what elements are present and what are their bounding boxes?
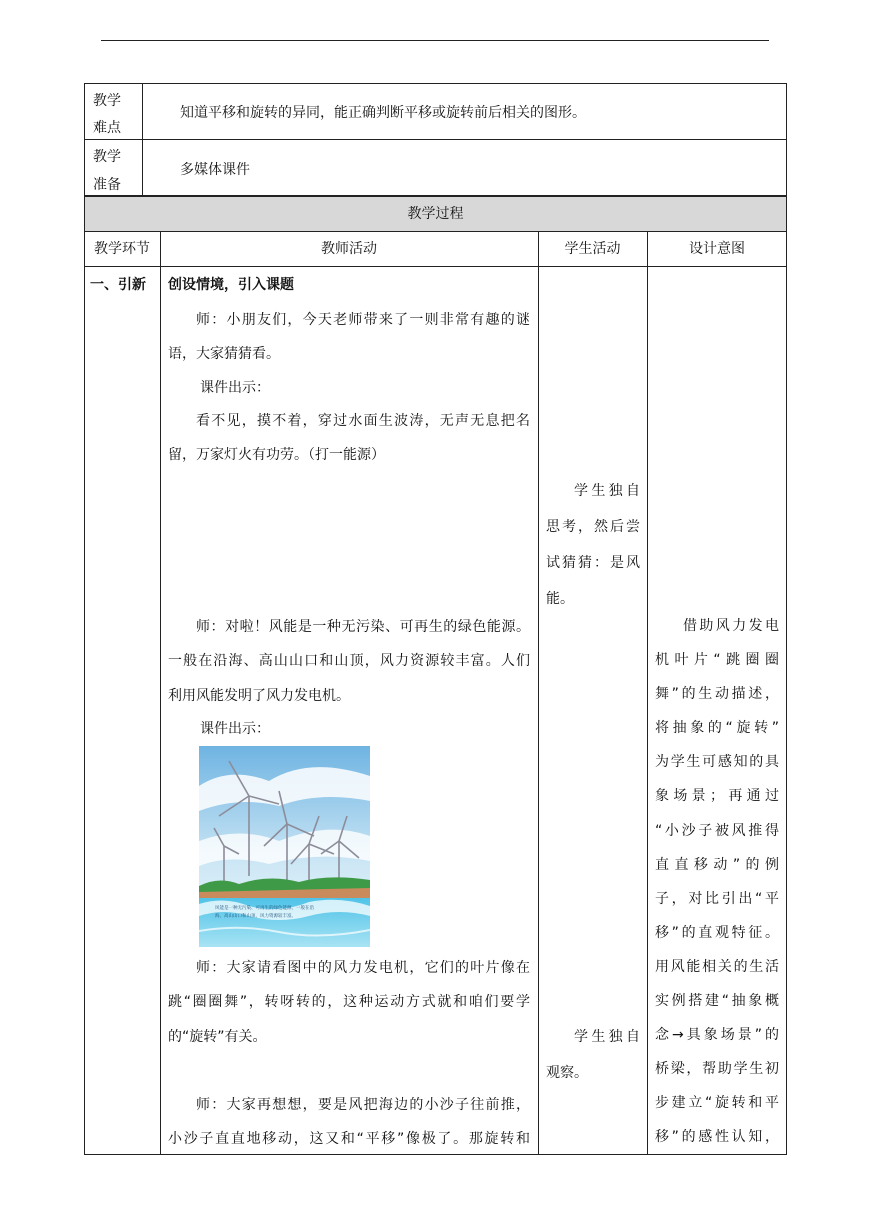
intent-line-9: 子，对比引出“平 — [655, 890, 779, 907]
teacher-p6-line-2: 跳“圈圈舞”，转呀转的，这种运动方式就和咱们要学 — [168, 994, 530, 1011]
teacher-p3-line-1: 看不见，摸不着，穿过水面生波涛，无声无息把名 — [196, 413, 530, 429]
teacher-p1-line-1: 师：小朋友们，今天老师带来了一则非常有趣的谜 — [196, 312, 530, 328]
teacher-p6-line-1: 师：大家请看图中的风力发电机，它们的叶片像在 — [196, 960, 530, 976]
student-a1-line-3: 试猜猜：是风 — [546, 555, 640, 571]
intent-line-16: 移”的感性认知， — [655, 1129, 779, 1146]
intent-line-8: 直直移动”的例 — [655, 856, 779, 873]
teacher-p7-line-2: 小沙子直直地移动，这又和“平移”像极了。那旋转和 — [168, 1131, 530, 1148]
teacher-courseware-2: 课件出示： — [200, 721, 270, 737]
row-label-preparation-2: 准备 — [93, 177, 121, 193]
intent-line-14: 桥梁，帮助学生初 — [655, 1061, 779, 1078]
student-a2-line-2: 观察。 — [546, 1065, 588, 1081]
teacher-paragraph-1 — [168, 303, 530, 372]
intent-line-4: 将抽象的“旋转” — [655, 720, 779, 737]
column-header-stage: 教学环节 — [94, 241, 150, 257]
intent-line-13: 念→具象场景”的 — [655, 1027, 779, 1044]
header-row-divider — [84, 266, 787, 267]
row-label-difficulty-1: 教学 — [93, 93, 121, 109]
intent-line-3: 舞”的生动描述， — [655, 686, 779, 703]
student-a1-line-2: 思考，然后尝 — [546, 519, 640, 535]
teacher-p4-line-3: 利用风能发明了风力发电机。 — [168, 687, 350, 704]
teacher-p4-line-2: 一般在沿海、高山山口和山顶，风力资源较丰富。人们 — [168, 653, 530, 670]
student-activity-1 — [546, 473, 640, 617]
col-divider-2 — [538, 231, 539, 1155]
difficulty-content: 知道平移和旋转的异同，能正确判断平移或旋转前后相关的图形。 — [180, 105, 586, 121]
col-divider-1 — [160, 231, 161, 1155]
wind-turbine-illustration — [199, 746, 370, 947]
teacher-courseware-1: 课件出示： — [200, 380, 270, 396]
teacher-paragraph-translation — [168, 1088, 530, 1157]
row-label-preparation-1: 教学 — [93, 149, 121, 165]
intent-line-15: 步建立“旋转和平 — [655, 1095, 779, 1112]
column-header-intent: 设计意图 — [689, 241, 745, 257]
teacher-paragraph-wind-energy — [168, 610, 530, 713]
student-a1-line-4: 能。 — [546, 591, 574, 607]
student-activity-2 — [546, 1019, 640, 1091]
stage-label: 一、引新 — [90, 277, 146, 293]
teacher-p3-line-2: 留，万家灯火有功劳。（打一能源） — [168, 447, 385, 464]
column-header-student: 学生活动 — [564, 241, 621, 257]
top-table-row-divider — [84, 139, 787, 140]
student-a2-line-1: 学生独自 — [574, 1029, 640, 1045]
teacher-heading: 创设情境，引入课题 — [168, 277, 294, 293]
intent-line-1: 借助风力发电 — [683, 618, 779, 634]
teacher-paragraph-riddle — [168, 404, 530, 473]
intent-line-5: 为学生可感知的具 — [655, 754, 779, 771]
section-title-divider — [84, 231, 787, 232]
row-label-difficulty-2: 难点 — [93, 120, 121, 136]
intent-line-7: “小沙子被风推得 — [655, 822, 779, 839]
image-caption-line-1: 风能是一种无污染、可再生的绿色能源，一般在沿 — [215, 906, 314, 911]
section-title: 教学过程 — [407, 206, 464, 222]
teacher-p6-line-3: 的“旋转”有关。 — [168, 1028, 267, 1045]
teacher-paragraph-rotation — [168, 951, 530, 1054]
intent-line-10: 移”的直观特征。 — [655, 924, 779, 941]
preparation-content: 多媒体课件 — [180, 162, 250, 178]
image-caption-line-2: 海、高山山口和山顶，风力资源较丰富。 — [215, 914, 296, 919]
teacher-p1-line-2: 语，大家猜猜看。 — [168, 346, 280, 363]
teacher-p7-line-1: 师：大家再想想，要是风把海边的小沙子往前推， — [196, 1097, 530, 1113]
intent-line-12: 实例搭建“抽象概 — [655, 993, 779, 1010]
col-divider-3 — [647, 231, 648, 1155]
intent-line-11: 用风能相关的生活 — [655, 958, 779, 975]
teacher-p4-line-1: 师：对啦！风能是一种无污染、可再生的绿色能源。 — [196, 619, 530, 635]
design-intent — [655, 609, 779, 1155]
column-header-teacher: 教师活动 — [321, 241, 377, 257]
wind-turbine-image — [199, 746, 370, 947]
header-rule — [101, 40, 769, 41]
student-a1-line-1: 学生独自 — [574, 483, 640, 499]
intent-line-2: 机叶片“跳圈圈 — [655, 652, 779, 669]
intent-line-6: 象场景；再通过 — [655, 788, 779, 805]
